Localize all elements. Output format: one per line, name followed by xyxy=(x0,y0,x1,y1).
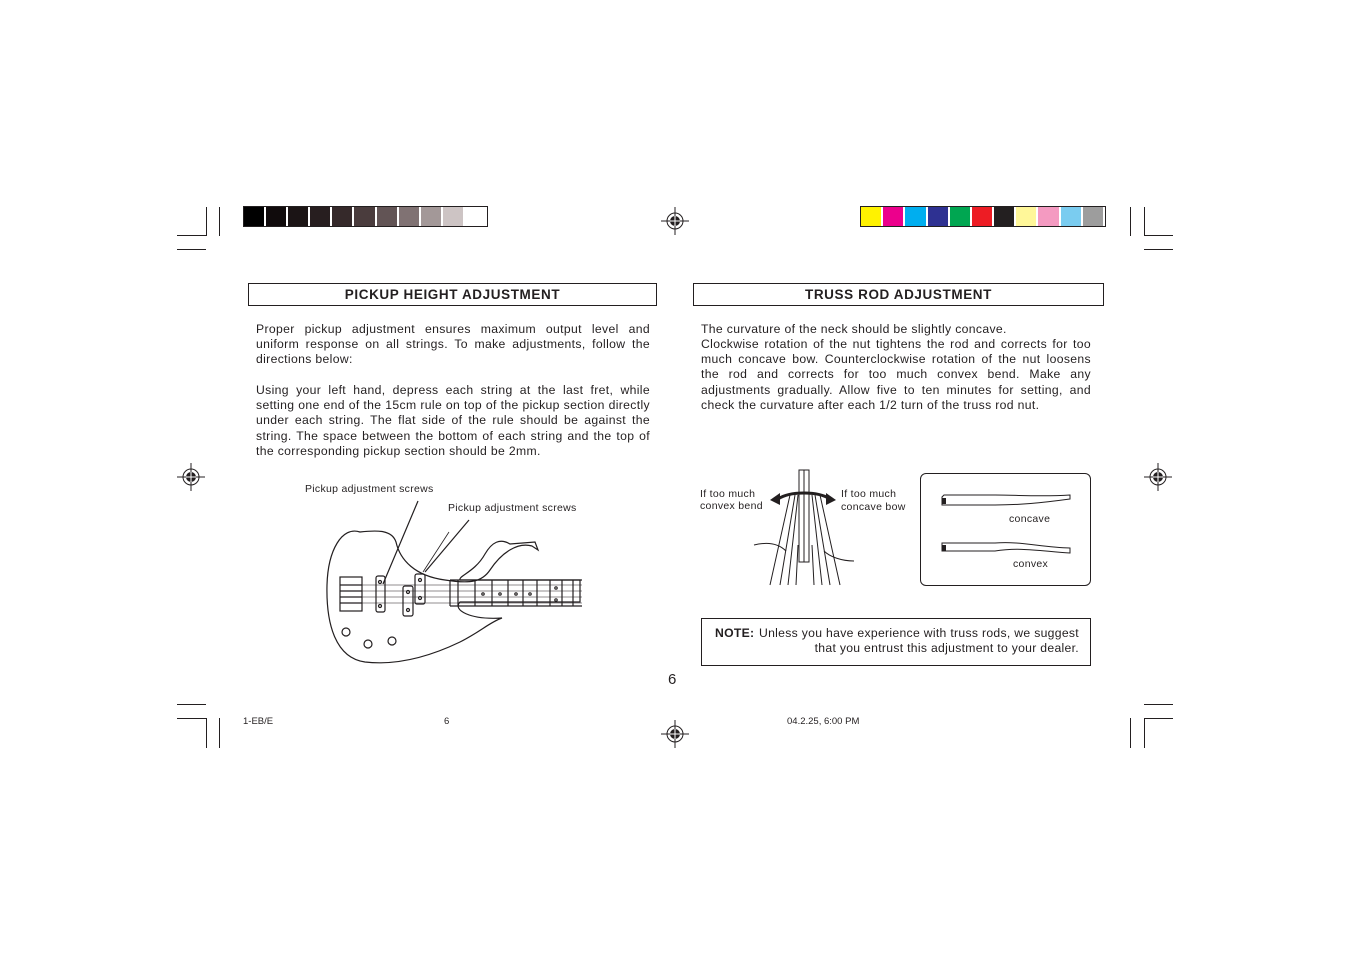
convex-label-line2: convex bend xyxy=(700,500,763,512)
truss-section-title: TRUSS ROD ADJUSTMENT xyxy=(693,283,1104,306)
convex-caption: convex xyxy=(1013,558,1049,570)
footer-center: 6 xyxy=(444,716,450,727)
convex-label-line1: If too much xyxy=(700,488,756,500)
pickup-paragraph-2: Using your left hand, depress each string at the last fret, while setting one end of the 15cm rule on top of the pickup section directly under each string. The flat side of the rule should be against the string. The space between the bottom of each string and the top of the corresponding pickup section should be 2mm. xyxy=(256,383,650,458)
truss-paragraph-line1: The curvature of the neck should be slightly concave. xyxy=(701,322,1007,336)
footer-right: 04.2.25, 6:00 PM xyxy=(787,716,860,727)
bass-guitar-illustration xyxy=(320,490,590,670)
note-text: Unless you have experience with truss rods, we suggest that you entrust this adjustment to your dealer. xyxy=(759,626,1079,656)
page-number: 6 xyxy=(668,671,677,688)
pickup-section-title: PICKUP HEIGHT ADJUSTMENT xyxy=(248,283,657,306)
concave-caption: concave xyxy=(1009,513,1051,525)
pickup-screws-label-1: Pickup adjustment screws xyxy=(305,483,434,495)
footer-left: 1-EB/E xyxy=(243,716,274,727)
concave-label-line2: concave bow xyxy=(841,501,906,513)
pickup-screws-label-2: Pickup adjustment screws xyxy=(448,502,577,514)
concave-label-line1: If too much xyxy=(841,488,897,500)
neck-curvature-diagrams xyxy=(930,485,1080,565)
pickup-paragraph-1: Proper pickup adjustment ensures maximum output level and uniform response on all strings. To make adjustments, follow the directions below: xyxy=(256,322,650,367)
note-box xyxy=(701,618,1091,666)
truss-rod-nut-illustration xyxy=(750,465,860,590)
truss-paragraph: Clockwise rotation of the nut tightens the rod and corrects for too much concave bow. Counterclockwise rotation of the nut loosens the rod and corrects for too much convex bend. Make any adjustments gradually. Allow five to ten minutes for setting, and check the curvature after each 1/2 turn of the truss rod nut. xyxy=(701,337,1091,412)
note-label: NOTE: xyxy=(715,626,755,640)
